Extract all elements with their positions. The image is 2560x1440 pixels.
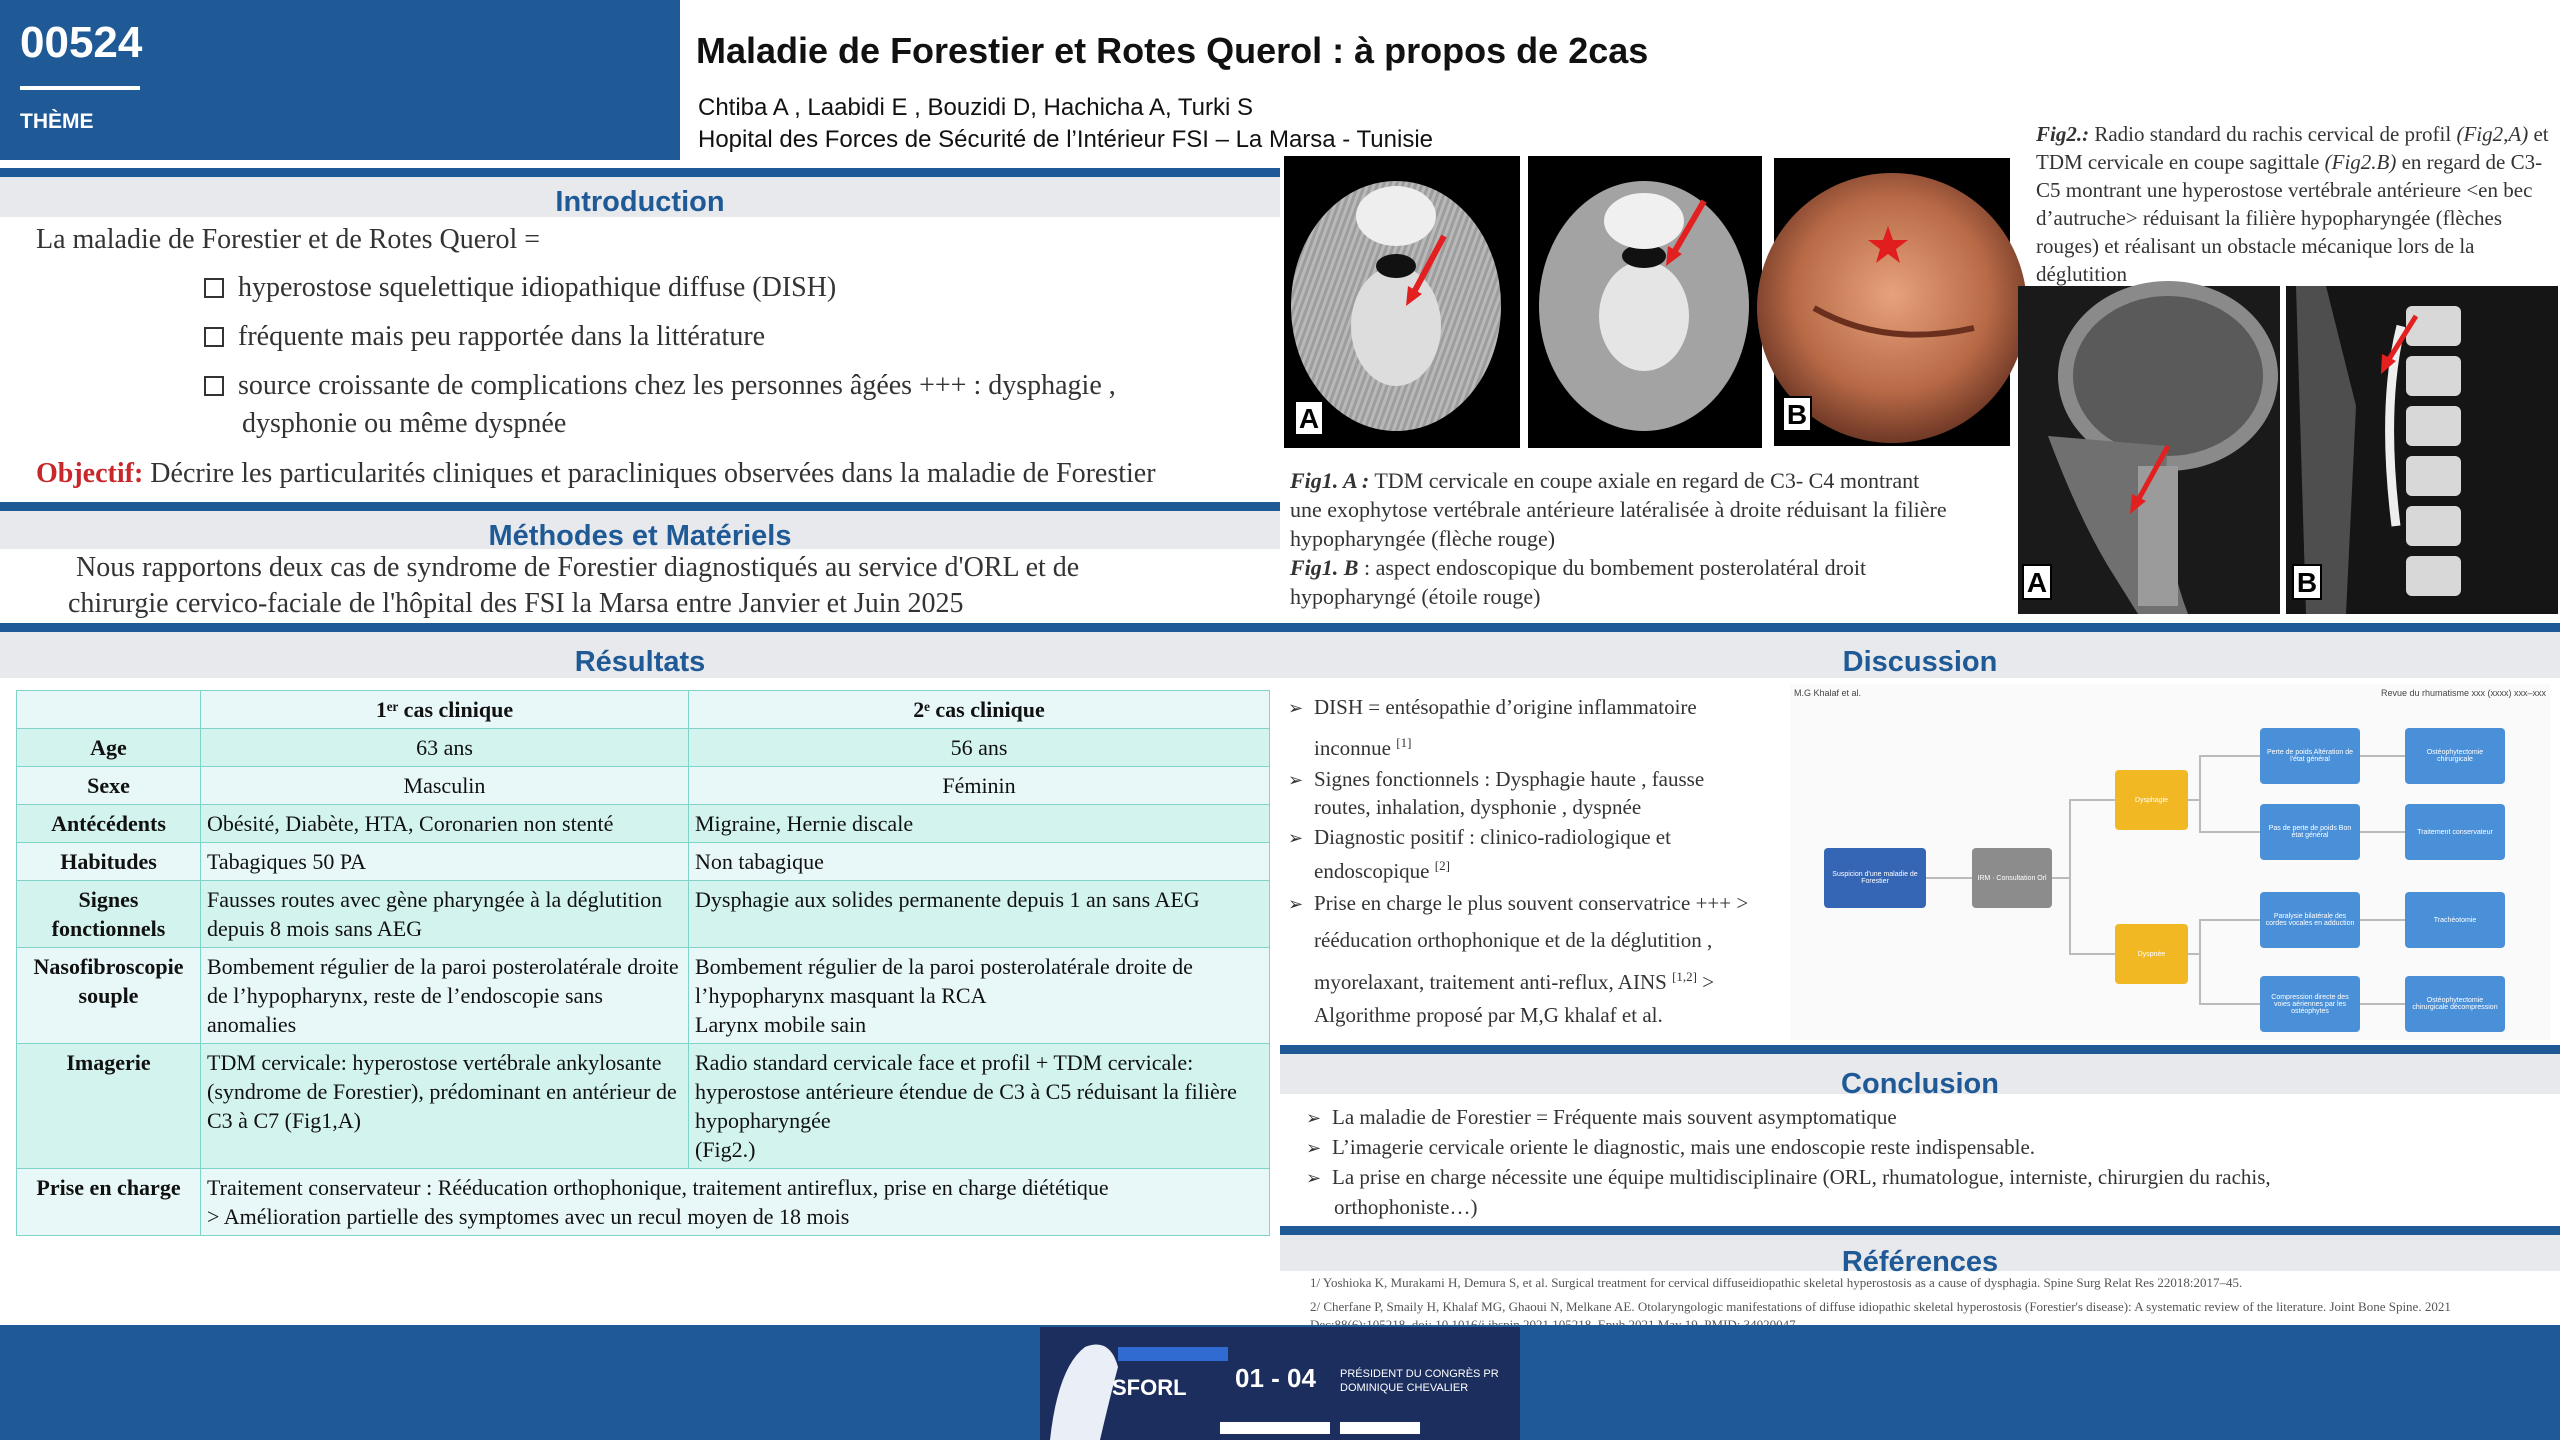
discussion-item-cont: endoscopique [2] <box>1314 858 1450 883</box>
intro-bullet: fréquente mais peu rapportée dans la littérature <box>204 321 765 353</box>
arrow-bullet-icon: ➢ <box>1288 894 1304 915</box>
table-row <box>17 1044 1270 1169</box>
checkbox-icon <box>204 278 224 298</box>
flow-box-traitement-conservateur: Traitement conservateur <box>2405 804 2505 860</box>
col-header-case-2: 2ᵉ cas clinique <box>689 691 1270 729</box>
arrow-bullet-icon: ➢ <box>1306 1168 1322 1189</box>
case2-signes: Dysphagie aux solides permanente depuis 1 an sans AEG <box>689 881 1270 948</box>
intro-bullet: hyperostose squelettique idiopathique diffuse (DISH) <box>204 272 836 304</box>
prise-en-charge-cell: Traitement conservateur : Rééducation orthophonique, traitement antireflux, prise en charge diététique > Amélioration partielle des symptomes avec un recul moyen de 18 mois <box>201 1169 1270 1236</box>
case1-nasofibroscopie: Bombement régulier de la paroi posterolatérale droite de l’hypopharynx, reste de l’endoscopie sans anomalies <box>201 948 689 1044</box>
case2-antecedents: Migraine, Hernie discale <box>689 805 1270 843</box>
id-underline <box>20 86 140 90</box>
methods-line-2: chirurgie cervico-faciale de l'hôpital des FSI la Marsa entre Janvier et Juin 2025 <box>68 588 964 619</box>
arrow-bullet-icon: ➢ <box>1288 698 1304 719</box>
results-top-bar <box>0 623 2560 632</box>
conclusion-item: ➢ La prise en charge nécessite une équipe multidisciplinaire (ORL, rhumatologue, interniste, chirurgien du rachis, <box>1306 1163 2271 1193</box>
discussion-item-cont: Algorithme proposé par M,G khalaf et al. <box>1314 1003 1663 1027</box>
introduction-heading: Introduction <box>555 186 725 218</box>
discussion-item-cont: rééducation orthophonique et de la déglutition , <box>1314 928 1713 952</box>
table-row <box>17 1169 1270 1236</box>
figure-2b-ct-sagittal <box>2286 286 2558 614</box>
row-label-age: Age <box>17 729 201 767</box>
fig1-caption-b: Fig1. B : aspect endoscopique du bombement posterolatéral droit hypopharyngé (étoile rouge) <box>1290 555 1867 609</box>
flow-box-dyspnee: Dyspnée <box>2115 924 2188 984</box>
conclusion-item: ➢ La maladie de Forestier = Fréquente mais souvent asymptomatique <box>1306 1103 1897 1133</box>
poster-title: Maladie de Forestier et Rotes Querol : à propos de 2cas <box>696 30 1649 71</box>
arrow-bullet-icon: ➢ <box>1306 1108 1322 1129</box>
flow-box-suspicion: Suspicion d'une maladie de Forestier <box>1824 848 1926 908</box>
objectif-line <box>36 458 1156 490</box>
case2-imagerie: Radio standard cervicale face et profil + TDM cervicale: hyperostose antérieure étendue de C3 à C5 réduisant la filière hypopharyngée (Fig2.) <box>689 1044 1270 1169</box>
discussion-item: ➢ Signes fonctionnels : Dysphagie haute , fausse <box>1288 764 1704 796</box>
table-row <box>17 843 1270 881</box>
discussion-item: ➢ Diagnostic positif : clinico-radiologique et <box>1288 822 1671 854</box>
row-label-habitudes: Habitudes <box>17 843 201 881</box>
ct-axial-image <box>1284 156 1762 448</box>
flowchart-journal: Revue du rhumatisme xxx (xxxx) xxx–xxx <box>2380 688 2546 698</box>
col-header-case-1: 1ᵉʳ cas clinique <box>201 691 689 729</box>
case2-habitudes: Non tabagique <box>689 843 1270 881</box>
fig1-caption-a: Fig1. A : TDM cervicale en coupe axiale en regard de C3- C4 montrant une exophytose vertébrale antérieure latéralisée à droite réduisant la filière hypopharyngée (flèche rouge) <box>1290 468 1947 551</box>
flow-box-dysphagie: Dysphagie <box>2115 770 2188 830</box>
case2-sexe: Féminin <box>689 767 1270 805</box>
sforl-logo-text: SFORL <box>1112 1375 1187 1400</box>
row-label-signes: Signes fonctionnels <box>17 881 201 948</box>
intro-lead: La maladie de Forestier et de Rotes Querol = <box>36 224 541 255</box>
theme-label: THÈME <box>20 110 94 133</box>
flow-box-tracheotomie: Trachéotomie <box>2405 892 2505 948</box>
poster-id: 00524 <box>20 18 143 67</box>
conclusion-top-bar <box>1280 1045 2560 1054</box>
reference-2: 2/ Cherfane P, Smaily H, Khalaf MG, Ghaoui N, Melkane AE. Otolaryngologic manifestations of diffuse idiopathic skeletal hyperostosis (Forestier's disease): A systematic review of the literature. Joint Bone Spine. 2021 <box>1310 1299 2451 1314</box>
xray-image <box>2018 286 2280 614</box>
references-heading: Références <box>1841 1246 1999 1278</box>
flow-box-osteophytectomie-decompression: Ostéophytectomie chirurgicale décompression <box>2405 976 2505 1032</box>
case1-sexe: Masculin <box>201 767 689 805</box>
fig1-label-a: A <box>1294 400 1324 436</box>
ct-sagittal-image <box>2286 286 2558 614</box>
discussion-item-cont: myorelaxant, traitement anti-reflux, AINS [1,2] > <box>1314 969 1715 994</box>
case1-age: 63 ans <box>201 729 689 767</box>
table-row <box>17 767 1270 805</box>
figure-1a-ct-axial <box>1284 156 1762 448</box>
row-label-prise-en-charge: Prise en charge <box>17 1169 201 1236</box>
conclusion-heading: Conclusion <box>1841 1068 1999 1100</box>
intro-top-bar <box>0 168 1280 177</box>
authors: Chtiba A , Laabidi E , Bouzidi D, Hachicha A, Turki S <box>698 94 1253 121</box>
case1-imagerie: TDM cervicale: hyperostose vertébrale ankylosante (syndrome de Forestier), prédominant en antérieur de C3 à C7 (Fig1,A) <box>201 1044 689 1169</box>
flowchart-author: M.G Khalaf et al. <box>1794 688 1862 698</box>
case2-age: 56 ans <box>689 729 1270 767</box>
affiliation: Hopital des Forces de Sécurité de l’Intérieur FSI – La Marsa - Tunisie <box>698 126 1433 153</box>
intro-bullet-continuation: dysphonie ou même dyspnée <box>242 408 567 439</box>
table-row <box>17 805 1270 843</box>
table-corner <box>17 691 201 729</box>
objectif-text: Décrire les particularités cliniques et paracliniques observées dans la maladie de Forestier <box>143 458 1156 489</box>
conclusion-item-cont: orthophoniste…) <box>1334 1195 1478 1219</box>
arrow-bullet-icon: ➢ <box>1306 1138 1322 1159</box>
arrow-bullet-icon: ➢ <box>1288 828 1304 849</box>
fig2-label-a: A <box>2022 564 2052 600</box>
discussion-item: ➢ DISH = entésopathie d’origine inflammatoire <box>1288 692 1697 724</box>
row-label-nasofibroscopie: Nasofibroscopie souple <box>17 948 201 1044</box>
case1-antecedents: Obésité, Diabète, HTA, Coronarien non stenté <box>201 805 689 843</box>
results-table <box>16 690 1270 1236</box>
row-label-antecedents: Antécédents <box>17 805 201 843</box>
congress-dates: 01 - 04 <box>1235 1363 1316 1393</box>
congress-banner <box>1040 1327 1520 1440</box>
results-heading: Résultats <box>574 646 706 678</box>
case1-habitudes: Tabagiques 50 PA <box>201 843 689 881</box>
row-label-imagerie: Imagerie <box>17 1044 201 1169</box>
table-row <box>17 948 1270 1044</box>
fig1-label-b: B <box>1782 396 1812 432</box>
methods-top-bar <box>0 502 1280 511</box>
flow-box-perte-poids: Perte de poids Altération de l'état général <box>2260 728 2360 784</box>
discussion-item: ➢ Prise en charge le plus souvent conservatrice +++ > <box>1288 888 1748 920</box>
discussion-item-cont: inconnue [1] <box>1314 735 1412 760</box>
conclusion-item: ➢ L’imagerie cervicale oriente le diagnostic, mais une endoscopie reste indispensable. <box>1306 1133 2035 1163</box>
references-top-bar <box>1280 1226 2560 1235</box>
methods-line-1: Nous rapportons deux cas de syndrome de Forestier diagnostiqués au service d'ORL et de <box>76 552 1080 583</box>
row-label-sexe: Sexe <box>17 767 201 805</box>
flow-box-consultation: IRM · Consultation Orl <box>1972 848 2052 908</box>
figure-2a-xray <box>2018 286 2280 614</box>
methods-heading: Méthodes et Matériels <box>488 520 792 552</box>
flow-box-paralysie: Paralysie bilatérale des cordes vocales en adduction <box>2260 892 2360 948</box>
reference-1: 1/ Yoshioka K, Murakami H, Demura S, et al. Surgical treatment for cervical diffuseidiopathic skeletal hyperostosis as a cause of dysphagia. Spine Surg Relat Res 22018:2017–45. <box>1310 1275 2243 1290</box>
case1-signes: Fausses routes avec gène pharyngée à la déglutition depuis 8 mois sans AEG <box>201 881 689 948</box>
flow-box-pas-perte-poids: Pas de perte de poids Bon état général <box>2260 804 2360 860</box>
discussion-item-cont: routes, inhalation, dysphonie , dyspnée <box>1314 795 1642 819</box>
table-row <box>17 729 1270 767</box>
checkbox-icon <box>204 327 224 347</box>
table-row <box>17 881 1270 948</box>
case2-nasofibroscopie: Bombement régulier de la paroi posterolatérale droite de l’hypopharynx masquant la RCA Larynx mobile sain <box>689 948 1270 1044</box>
intro-bullet: source croissante de complications chez les personnes âgées +++ : dysphagie , <box>204 370 1116 402</box>
flow-box-osteophytectomie: Ostéophytectomie chirurgicale <box>2405 728 2505 784</box>
objectif-label: Objectif: <box>36 458 144 489</box>
arrow-bullet-icon: ➢ <box>1288 770 1304 791</box>
fig2-caption: Fig2.: Radio standard du rachis cervical de profil (Fig2,A) et TDM cervicale en coupe sagittale (Fig2.B) en regard de C3- C5 montrant une hyperostose vertébrale antérieure <en bec d’autruche> réduisant la filière hypopharyngée (flèches rouges) et réalisant un obstacle mécanique lors de la déglutition <box>2036 122 2549 286</box>
discussion-heading: Discussion <box>1842 646 1998 678</box>
table-header-row <box>17 691 1270 729</box>
flow-box-compression: Compression directe des voies aériennes par les ostéophytes <box>2260 976 2360 1032</box>
algorithm-flowchart <box>1790 684 2550 1040</box>
fig2-label-b: B <box>2292 564 2322 600</box>
checkbox-icon <box>204 376 224 396</box>
congress-president: PRÉSIDENT DU CONGRÈS PR DOMINIQUE CHEVALIER <box>1340 1368 1499 1394</box>
